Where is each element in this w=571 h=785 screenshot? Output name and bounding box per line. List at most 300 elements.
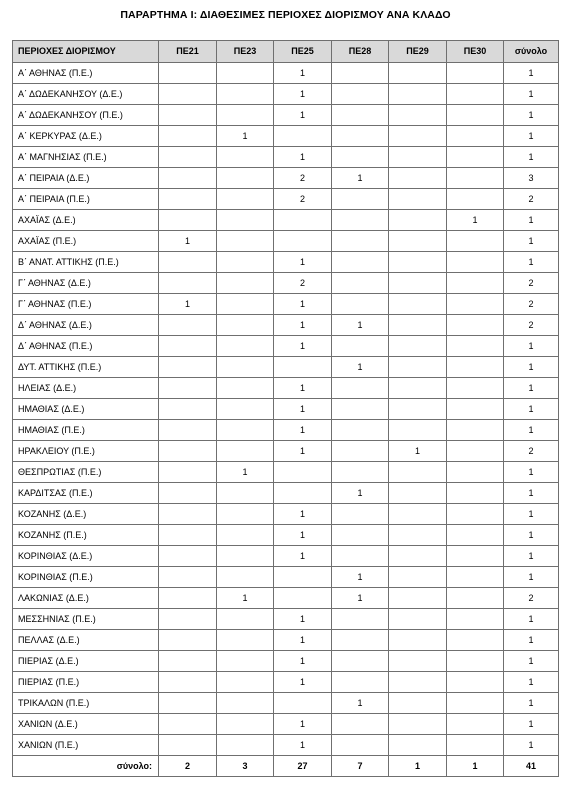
value-cell (217, 315, 274, 336)
value-cell (447, 567, 504, 588)
row-total-cell: 1 (504, 336, 559, 357)
region-name: ΑΧΑΪΑΣ (Π.Ε.) (13, 231, 159, 252)
total-cell: 2 (159, 756, 217, 777)
total-cell: 3 (217, 756, 274, 777)
value-cell (389, 399, 447, 420)
table-row (13, 84, 559, 105)
value-cell (217, 546, 274, 567)
column-header-pe25: ΠΕ25 (274, 41, 332, 63)
table-row (13, 588, 559, 609)
value-cell (447, 357, 504, 378)
value-cell (389, 525, 447, 546)
region-name: ΛΑΚΩΝΙΑΣ (Δ.Ε.) (13, 588, 159, 609)
region-name: Α΄ ΚΕΡΚΥΡΑΣ (Δ.Ε.) (13, 126, 159, 147)
value-cell (332, 546, 389, 567)
value-cell (217, 231, 274, 252)
value-cell (159, 273, 217, 294)
column-header-region: ΠΕΡΙΟΧΕΣ ΔΙΟΡΙΣΜΟΥ (13, 41, 159, 63)
value-cell (389, 231, 447, 252)
value-cell (274, 126, 332, 147)
value-cell (332, 147, 389, 168)
value-cell (447, 189, 504, 210)
value-cell (159, 546, 217, 567)
region-name: Α΄ ΜΑΓΝΗΣΙΑΣ (Π.Ε.) (13, 147, 159, 168)
table-row (13, 294, 559, 315)
region-name: Γ΄ ΑΘΗΝΑΣ (Δ.Ε.) (13, 273, 159, 294)
row-total-cell: 2 (504, 441, 559, 462)
value-cell (159, 588, 217, 609)
value-cell (389, 462, 447, 483)
region-name: ΗΛΕΙΑΣ (Δ.Ε.) (13, 378, 159, 399)
row-total-cell: 1 (504, 483, 559, 504)
value-cell (159, 609, 217, 630)
value-cell: 1 (217, 462, 274, 483)
row-total-cell: 1 (504, 147, 559, 168)
value-cell (332, 630, 389, 651)
value-cell (389, 336, 447, 357)
value-cell (217, 378, 274, 399)
row-total-cell: 1 (504, 609, 559, 630)
page-title: ΠΑΡΑΡΤΗΜΑ Ι: ΔΙΑΘΕΣΙΜΕΣ ΠΕΡΙΟΧΕΣ ΔΙΟΡΙΣΜΟΥ ΑΝΑ ΚΛΑΔΟ (120, 9, 451, 21)
region-name: Α΄ ΔΩΔΕΚΑΝΗΣΟΥ (Δ.Ε.) (13, 84, 159, 105)
row-total-cell: 1 (504, 525, 559, 546)
value-cell (159, 315, 217, 336)
value-cell (447, 588, 504, 609)
value-cell (159, 378, 217, 399)
value-cell (274, 462, 332, 483)
value-cell (217, 252, 274, 273)
table-row (13, 609, 559, 630)
region-name: ΚΟΡΙΝΘΙΑΣ (Δ.Ε.) (13, 546, 159, 567)
table-row (13, 441, 559, 462)
column-header-pe30: ΠΕ30 (447, 41, 504, 63)
row-total-cell: 1 (504, 420, 559, 441)
table-header-row (13, 41, 559, 63)
total-cell: 27 (274, 756, 332, 777)
table-row (13, 273, 559, 294)
value-cell (217, 525, 274, 546)
value-cell (332, 462, 389, 483)
table-row (13, 483, 559, 504)
value-cell (447, 105, 504, 126)
value-cell (332, 651, 389, 672)
value-cell (389, 609, 447, 630)
row-total-cell: 1 (504, 126, 559, 147)
row-total-cell: 1 (504, 252, 559, 273)
region-name: Α΄ ΠΕΙΡΑΙΑ (Δ.Ε.) (13, 168, 159, 189)
value-cell (447, 252, 504, 273)
column-header-pe23: ΠΕ23 (217, 41, 274, 63)
row-total-cell: 1 (504, 735, 559, 756)
row-total-cell: 1 (504, 84, 559, 105)
value-cell (447, 651, 504, 672)
value-cell (217, 504, 274, 525)
value-cell (274, 210, 332, 231)
allocation-table (12, 40, 559, 777)
value-cell (274, 231, 332, 252)
value-cell (217, 168, 274, 189)
table-row (13, 147, 559, 168)
value-cell: 1 (332, 168, 389, 189)
value-cell (332, 420, 389, 441)
region-name: Α΄ ΑΘΗΝΑΣ (Π.Ε.) (13, 63, 159, 84)
row-total-cell: 1 (504, 378, 559, 399)
value-cell (217, 483, 274, 504)
value-cell: 1 (274, 441, 332, 462)
value-cell (332, 378, 389, 399)
value-cell (389, 693, 447, 714)
table-row (13, 504, 559, 525)
value-cell (389, 252, 447, 273)
value-cell (389, 651, 447, 672)
value-cell: 1 (274, 651, 332, 672)
value-cell (389, 63, 447, 84)
value-cell (332, 189, 389, 210)
value-cell (274, 357, 332, 378)
value-cell: 1 (159, 294, 217, 315)
value-cell: 1 (274, 399, 332, 420)
value-cell (447, 63, 504, 84)
value-cell (217, 714, 274, 735)
value-cell: 1 (274, 315, 332, 336)
value-cell: 1 (274, 609, 332, 630)
value-cell: 1 (274, 714, 332, 735)
table-row (13, 378, 559, 399)
value-cell (159, 630, 217, 651)
value-cell (217, 567, 274, 588)
row-total-cell: 1 (504, 231, 559, 252)
value-cell (159, 483, 217, 504)
value-cell: 1 (274, 378, 332, 399)
table-row (13, 357, 559, 378)
table-row (13, 651, 559, 672)
value-cell (159, 462, 217, 483)
value-cell (447, 609, 504, 630)
value-cell: 1 (332, 693, 389, 714)
value-cell (332, 399, 389, 420)
table-row (13, 420, 559, 441)
table-row (13, 126, 559, 147)
value-cell: 1 (332, 483, 389, 504)
value-cell (332, 714, 389, 735)
value-cell (332, 525, 389, 546)
region-name: Δ΄ ΑΘΗΝΑΣ (Δ.Ε.) (13, 315, 159, 336)
value-cell (332, 735, 389, 756)
value-cell: 1 (274, 105, 332, 126)
table-row (13, 714, 559, 735)
value-cell (389, 672, 447, 693)
row-total-cell: 3 (504, 168, 559, 189)
value-cell (217, 630, 274, 651)
value-cell (447, 462, 504, 483)
value-cell: 1 (274, 84, 332, 105)
value-cell (447, 672, 504, 693)
row-total-cell: 1 (504, 399, 559, 420)
row-total-cell: 2 (504, 588, 559, 609)
value-cell (159, 441, 217, 462)
value-cell (274, 483, 332, 504)
table-row (13, 336, 559, 357)
value-cell: 1 (159, 231, 217, 252)
table-row (13, 546, 559, 567)
value-cell: 1 (389, 441, 447, 462)
value-cell (389, 504, 447, 525)
value-cell (389, 315, 447, 336)
row-total-cell: 2 (504, 294, 559, 315)
value-cell (217, 420, 274, 441)
value-cell (332, 336, 389, 357)
value-cell (159, 504, 217, 525)
value-cell (447, 147, 504, 168)
region-name: Α΄ ΔΩΔΕΚΑΝΗΣΟΥ (Π.Ε.) (13, 105, 159, 126)
value-cell: 1 (447, 210, 504, 231)
column-header-pe29: ΠΕ29 (389, 41, 447, 63)
value-cell (447, 546, 504, 567)
table-row (13, 210, 559, 231)
value-cell (447, 525, 504, 546)
value-cell (332, 294, 389, 315)
region-name: ΠΕΛΛΑΣ (Δ.Ε.) (13, 630, 159, 651)
value-cell (447, 273, 504, 294)
value-cell (389, 294, 447, 315)
table-row (13, 399, 559, 420)
region-name: ΗΜΑΘΙΑΣ (Π.Ε.) (13, 420, 159, 441)
table-row (13, 567, 559, 588)
value-cell: 1 (274, 252, 332, 273)
value-cell (389, 210, 447, 231)
region-name: ΜΕΣΣΗΝΙΑΣ (Π.Ε.) (13, 609, 159, 630)
value-cell (159, 420, 217, 441)
column-header-pe21: ΠΕ21 (159, 41, 217, 63)
row-total-cell: 1 (504, 504, 559, 525)
value-cell (159, 651, 217, 672)
value-cell (447, 714, 504, 735)
totals-row (13, 756, 559, 777)
table-row (13, 735, 559, 756)
value-cell (447, 399, 504, 420)
region-name: Α΄ ΠΕΙΡΑΙΑ (Π.Ε.) (13, 189, 159, 210)
value-cell (447, 336, 504, 357)
value-cell (217, 147, 274, 168)
total-cell: 1 (447, 756, 504, 777)
value-cell: 1 (332, 588, 389, 609)
row-total-cell: 1 (504, 105, 559, 126)
column-header-total: σύνολο (504, 41, 559, 63)
value-cell (159, 126, 217, 147)
value-cell (332, 672, 389, 693)
value-cell (217, 399, 274, 420)
value-cell: 1 (274, 504, 332, 525)
value-cell (217, 672, 274, 693)
row-total-cell: 1 (504, 567, 559, 588)
value-cell (332, 504, 389, 525)
value-cell (389, 105, 447, 126)
table-row (13, 252, 559, 273)
value-cell (159, 399, 217, 420)
value-cell: 1 (332, 315, 389, 336)
row-total-cell: 2 (504, 189, 559, 210)
value-cell (332, 63, 389, 84)
region-name: Δ΄ ΑΘΗΝΑΣ (Π.Ε.) (13, 336, 159, 357)
value-cell (389, 483, 447, 504)
value-cell (389, 735, 447, 756)
table-row (13, 189, 559, 210)
value-cell (447, 168, 504, 189)
value-cell (332, 126, 389, 147)
column-header-pe28: ΠΕ28 (332, 41, 389, 63)
value-cell (159, 357, 217, 378)
value-cell (217, 735, 274, 756)
value-cell: 1 (274, 630, 332, 651)
value-cell: 1 (274, 294, 332, 315)
value-cell (389, 546, 447, 567)
value-cell (332, 210, 389, 231)
value-cell (332, 441, 389, 462)
value-cell: 1 (217, 588, 274, 609)
table-row (13, 525, 559, 546)
value-cell (217, 63, 274, 84)
value-cell (217, 693, 274, 714)
row-total-cell: 1 (504, 630, 559, 651)
row-total-cell: 1 (504, 357, 559, 378)
table-row (13, 672, 559, 693)
value-cell (332, 105, 389, 126)
region-name: ΚΟΖΑΝΗΣ (Π.Ε.) (13, 525, 159, 546)
value-cell (447, 735, 504, 756)
region-name: ΧΑΝΙΩΝ (Δ.Ε.) (13, 714, 159, 735)
table-row (13, 168, 559, 189)
value-cell (389, 126, 447, 147)
value-cell (389, 189, 447, 210)
region-name: ΚΟΡΙΝΘΙΑΣ (Π.Ε.) (13, 567, 159, 588)
value-cell: 1 (332, 357, 389, 378)
value-cell (389, 630, 447, 651)
row-total-cell: 2 (504, 273, 559, 294)
region-name: ΤΡΙΚΑΛΩΝ (Π.Ε.) (13, 693, 159, 714)
value-cell (217, 336, 274, 357)
value-cell (159, 693, 217, 714)
table-row (13, 105, 559, 126)
value-cell (159, 168, 217, 189)
region-name: ΗΡΑΚΛΕΙΟΥ (Π.Ε.) (13, 441, 159, 462)
value-cell (217, 294, 274, 315)
value-cell (217, 273, 274, 294)
table-body (13, 63, 559, 756)
value-cell (389, 588, 447, 609)
value-cell (389, 168, 447, 189)
value-cell: 1 (332, 567, 389, 588)
region-name: ΠΙΕΡΙΑΣ (Δ.Ε.) (13, 651, 159, 672)
row-total-cell: 1 (504, 693, 559, 714)
value-cell: 1 (274, 147, 332, 168)
value-cell (274, 567, 332, 588)
region-name: Γ΄ ΑΘΗΝΑΣ (Π.Ε.) (13, 294, 159, 315)
value-cell: 1 (274, 525, 332, 546)
value-cell (332, 609, 389, 630)
value-cell (159, 252, 217, 273)
value-cell (332, 252, 389, 273)
value-cell (389, 714, 447, 735)
region-name: ΔΥΤ. ΑΤΤΙΚΗΣ (Π.Ε.) (13, 357, 159, 378)
value-cell (389, 147, 447, 168)
totals-label: σύνολο: (13, 756, 159, 777)
total-cell: 7 (332, 756, 389, 777)
table-row (13, 315, 559, 336)
row-total-cell: 1 (504, 651, 559, 672)
table-row (13, 693, 559, 714)
region-name: ΚΑΡΔΙΤΣΑΣ (Π.Ε.) (13, 483, 159, 504)
value-cell: 1 (274, 735, 332, 756)
value-cell (389, 84, 447, 105)
value-cell (217, 609, 274, 630)
value-cell (159, 84, 217, 105)
total-cell: 1 (389, 756, 447, 777)
value-cell (389, 357, 447, 378)
value-cell: 2 (274, 168, 332, 189)
value-cell: 1 (217, 126, 274, 147)
value-cell (159, 735, 217, 756)
value-cell (332, 231, 389, 252)
row-total-cell: 1 (504, 546, 559, 567)
value-cell (159, 567, 217, 588)
row-total-cell: 1 (504, 714, 559, 735)
value-cell: 1 (274, 336, 332, 357)
value-cell (274, 693, 332, 714)
table-row (13, 462, 559, 483)
value-cell (389, 378, 447, 399)
region-name: Β΄ ΑΝΑΤ. ΑΤΤΙΚΗΣ (Π.Ε.) (13, 252, 159, 273)
table-row (13, 63, 559, 84)
region-name: ΘΕΣΠΡΩΤΙΑΣ (Π.Ε.) (13, 462, 159, 483)
row-total-cell: 1 (504, 63, 559, 84)
table-row (13, 630, 559, 651)
value-cell (159, 525, 217, 546)
value-cell (159, 210, 217, 231)
value-cell (447, 693, 504, 714)
value-cell (447, 378, 504, 399)
value-cell (217, 105, 274, 126)
value-cell: 2 (274, 273, 332, 294)
value-cell (447, 483, 504, 504)
value-cell (159, 336, 217, 357)
value-cell (159, 105, 217, 126)
value-cell (332, 273, 389, 294)
value-cell (389, 420, 447, 441)
value-cell: 1 (274, 546, 332, 567)
value-cell (389, 567, 447, 588)
value-cell (447, 231, 504, 252)
value-cell (447, 504, 504, 525)
value-cell (217, 84, 274, 105)
grand-total-cell: 41 (504, 756, 559, 777)
value-cell (447, 126, 504, 147)
value-cell: 1 (274, 672, 332, 693)
value-cell (217, 651, 274, 672)
value-cell (447, 630, 504, 651)
row-total-cell: 1 (504, 210, 559, 231)
value-cell (159, 672, 217, 693)
row-total-cell: 1 (504, 462, 559, 483)
region-name: ΑΧΑΪΑΣ (Δ.Ε.) (13, 210, 159, 231)
region-name: ΗΜΑΘΙΑΣ (Δ.Ε.) (13, 399, 159, 420)
value-cell (389, 273, 447, 294)
value-cell (447, 441, 504, 462)
region-name: ΠΙΕΡΙΑΣ (Π.Ε.) (13, 672, 159, 693)
table-row (13, 231, 559, 252)
value-cell (217, 357, 274, 378)
row-total-cell: 1 (504, 672, 559, 693)
row-total-cell: 2 (504, 315, 559, 336)
